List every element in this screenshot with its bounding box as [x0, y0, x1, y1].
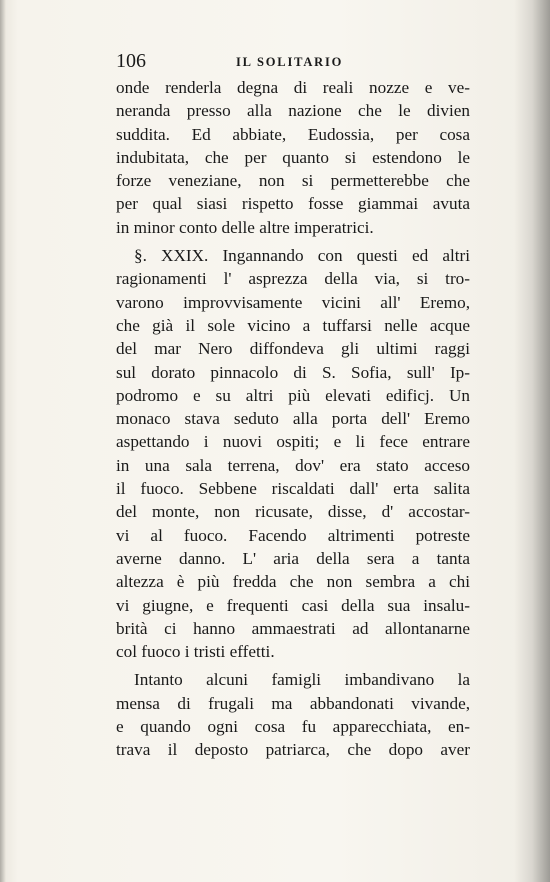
text-line: che già il sole vicino a tuffarsi nelle acque [116, 315, 470, 335]
page-left-edge-shadow [0, 0, 6, 882]
body-text [116, 76, 470, 762]
text-line: in una sala terrena, dov' era stato acceso [116, 455, 470, 475]
text-line: col fuoco i tristi effetti. [116, 642, 275, 662]
spine-shadow [514, 0, 550, 882]
text-line: vi giugne, e frequenti casi della sua insalu- [116, 595, 470, 615]
text-line: onde renderla degna di reali nozze e ve- [116, 78, 470, 97]
text-line: Intanto alcuni famigli imbandivano la [134, 670, 470, 690]
page-number: 106 [116, 50, 146, 72]
text-line: mensa di frugali ma abbandonati vivande, [116, 693, 470, 713]
paragraph [116, 76, 470, 239]
text-line: monaco stava seduto alla porta dell' Eremo [116, 409, 470, 429]
text-line: brità ci hanno ammaestrati ad allontanarne [116, 618, 470, 638]
text-line: del monte, non ricusate, disse, d' accostar- [116, 502, 470, 522]
paragraph [116, 244, 470, 663]
text-line: indubitata, che per quanto si estendono le [116, 147, 470, 167]
running-title: IL SOLITARIO [236, 55, 344, 69]
text-line: suddita. Ed abbiate, Eudossia, per cosa [116, 124, 470, 144]
text-line: sul dorato pinnacolo di S. Sofia, sull' Ip- [116, 362, 470, 382]
text-line: neranda presso alla nazione che le divien [116, 101, 470, 121]
text-line: in minor conto delle altre imperatrici. [116, 217, 374, 237]
text-line: §. XXIX. Ingannando con questi ed altri [134, 246, 470, 266]
text-line: trava il deposto patriarca, che dopo aver [116, 740, 470, 760]
text-line: il fuoco. Sebbene riscaldati dall' erta salita [116, 479, 470, 499]
text-line: e quando ogni cosa fu apparecchiata, en- [116, 717, 470, 737]
text-line: del mar Nero diffondeva gli ultimi raggi [116, 339, 470, 359]
text-line: averne danno. L' aria della sera a tanta [116, 548, 470, 568]
running-head [116, 50, 470, 72]
paragraph [116, 668, 470, 761]
text-line: ragionamenti l' asprezza della via, si tro- [116, 269, 470, 289]
text-line: podromo e su altri più elevati edificj. Un [116, 385, 470, 405]
text-line: aspettando i nuovi ospiti; e li fece entrare [116, 432, 470, 452]
text-line: per qual siasi rispetto fosse giammai avuta [116, 194, 470, 214]
text-line: varono improvvisamente vicini all' Eremo, [116, 292, 470, 312]
text-line: forze veneziane, non si permetterebbe che [116, 171, 470, 191]
text-line: altezza è più fredda che non sembra a chi [116, 572, 470, 592]
text-line: vi al fuoco. Facendo altrimenti potreste [116, 525, 470, 545]
